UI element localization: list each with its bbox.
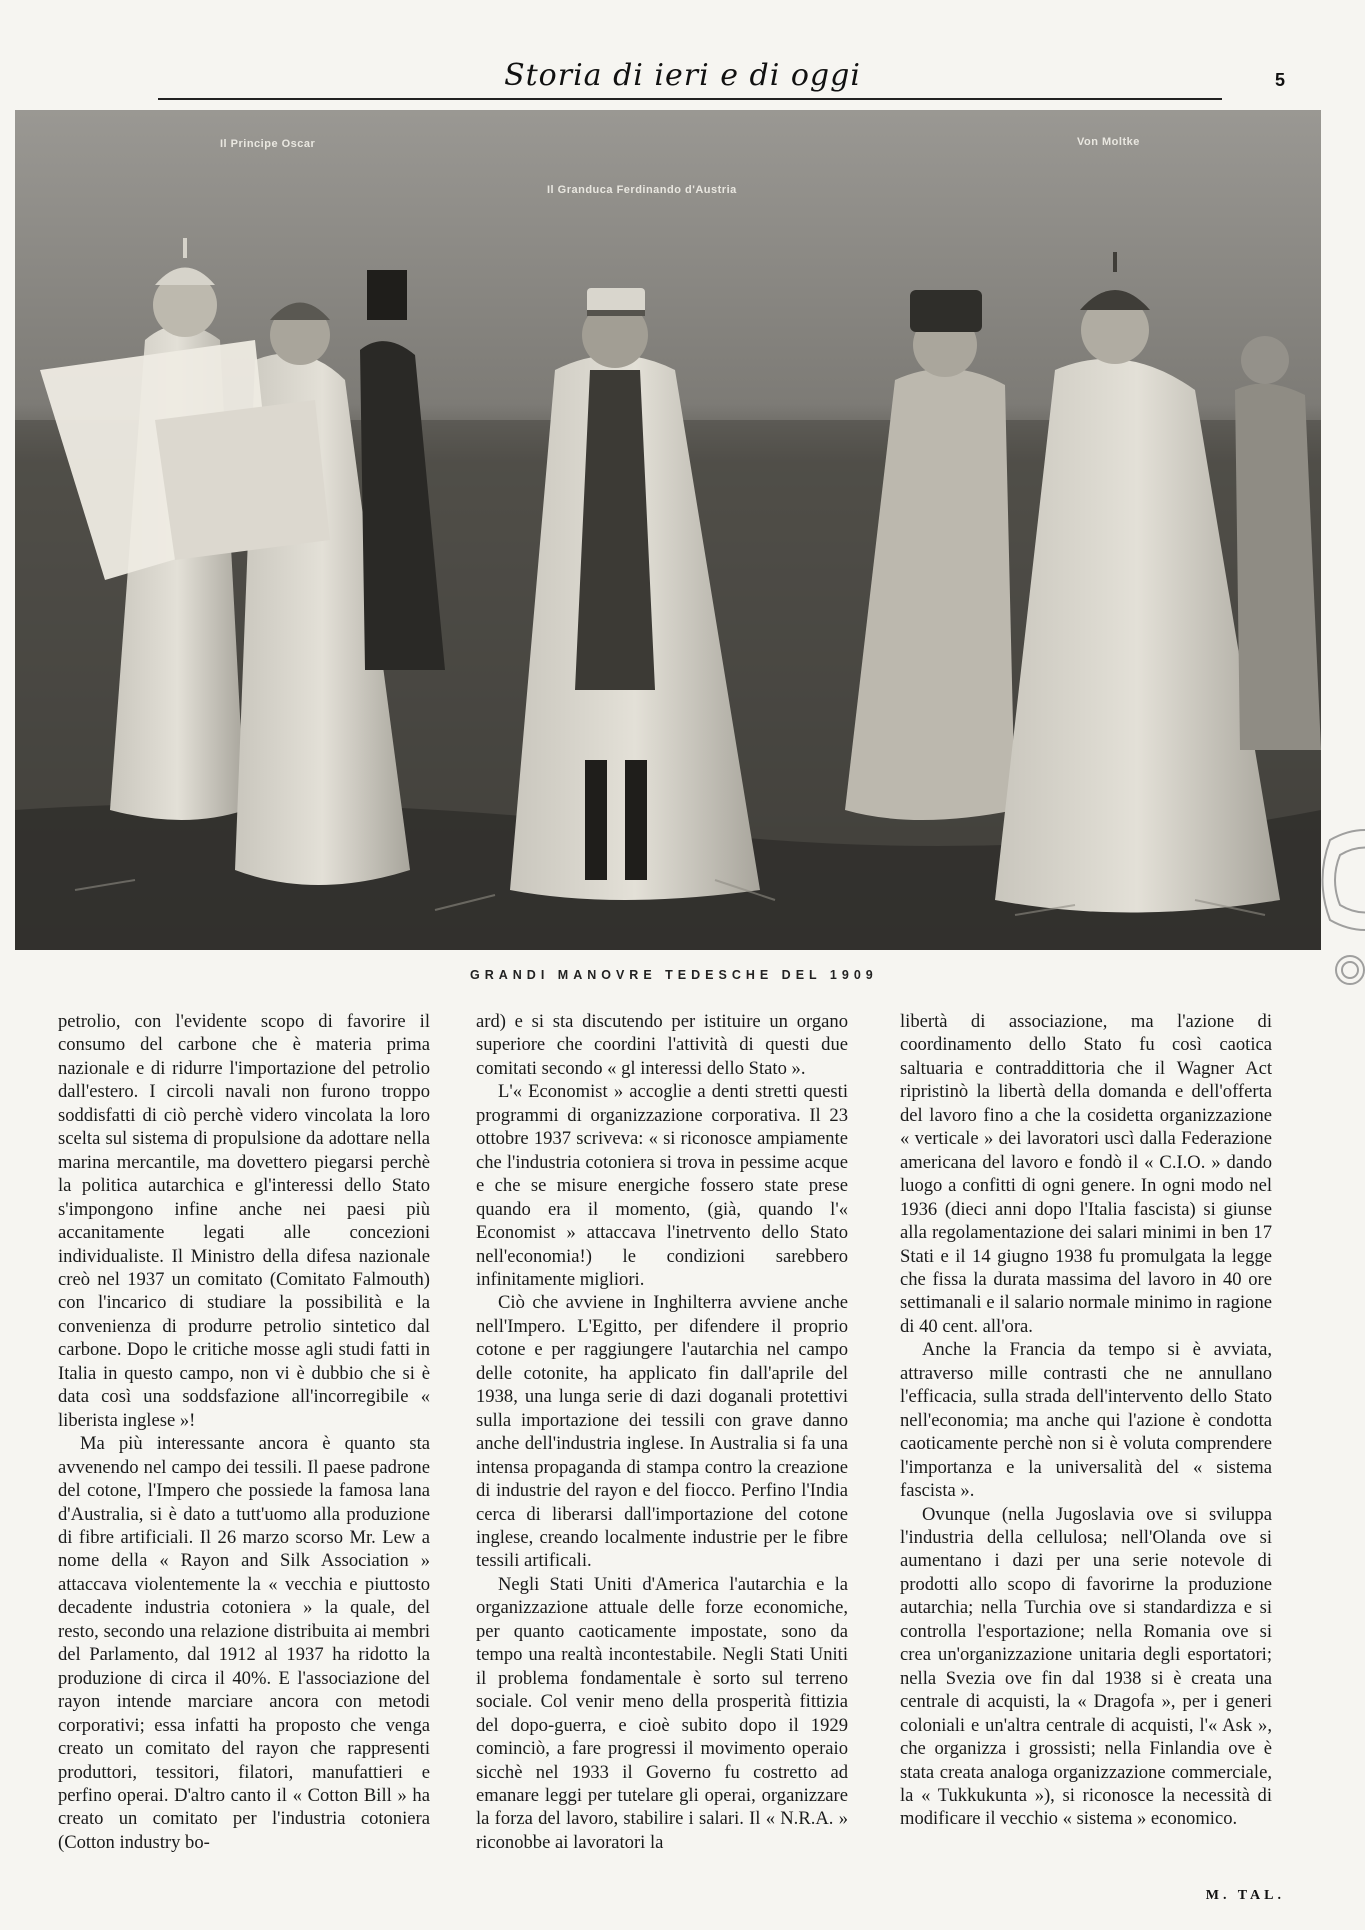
paragraph: Ciò che avviene in Inghilterra avviene anche nell'Impero. L'Egitto, per difendere il proprio cotone e per raggiungere l'autarchia nel campo delle cotonite, ha applicato fin dall'aprile del 1938, una lunga serie di dazi doganali protettivi sulla importazione dei tessili con grave danno anche dell'industria inglese. In Australia si fa una intensa propaganda di stampa contro la creazione di industrie del rayon e del fiocco. Perfino l'India cerca di liberarsi dall'importazione del cotone inglese, creando localmente industrie per le fibre tessili artificali. bbox=[476, 1292, 848, 1572]
paragraph: Negli Stati Uniti d'America l'autarchia e la organizzazione attuale delle forze economiche, per quanto caoticamente impostate, sono da tempo una realtà incontestabile. Negli Stati Uniti il problema fondamentale è sorto sul terreno sociale. Col venir meno della prosperità fittizia del dopo-guerra, e cioè subito dopo il 1929 cominciò, a fare progressi il movimento operaio sicchè nel 1933 il Governo fu costretto ad emanare leggi per tutelare gli operai, organizzare la forza del lavoro, stabilire i salari. Il « N.R.A. » riconobbe ai lavoratori la bbox=[476, 1573, 848, 1853]
column-3 bbox=[900, 1010, 1272, 1831]
paragraph: Ma più interessante ancora è quanto sta avvenendo nel campo dei tessili. Il paese padrone del cotone, l'Impero che possiede la famosa lana d'Australia, si è dato a tutt'uomo alla produzione di fibre artificiali. Il 26 marzo scorso Mr. Lew a nome della « Rayon and Silk Association » attaccava violentemente la « vecchia e piuttosto decadente industria cotoniera » la quale, del resto, secondo una relazione distribuita ai membri del Parlamento, dal 1912 al 1937 ha ridotto la produzione di circa il 40%. E l'associazione del rayon intende marciare ancora con metodi corporativi; essa infatti ha proposto che venga creato un comitato del rayon che rappresenti produttori, tessitori, filatori, manufattieri e perfino operai. D'altro canto il « Cotton Bill » ha creato un comitato per l'industria cotoniera (Cotton industry bo- bbox=[58, 1433, 430, 1853]
label-von-moltke: Von Moltke bbox=[1077, 136, 1140, 148]
magazine-title: Storia di ieri e di oggi bbox=[504, 58, 861, 93]
photo-illustration bbox=[15, 110, 1321, 950]
paragraph: L'« Economist » accoglie a denti stretti questi programmi di organizzazione corporativa. Il 23 ottobre 1937 scriveva: « si riconosce ampiamente che l'industria cotoniera si trova in pessime acque e che se misure energiche fossero state prese quando era il momento, (già, quando l'« Economist » attaccava l'inetrvento dello Stato nell'economia!) le condizioni sarebbero infinitamente migliori. bbox=[476, 1081, 848, 1290]
header-rule bbox=[158, 98, 1222, 100]
paragraph: libertà di associazione, ma l'azione di coordinamento dello Stato fu così caotica saltuaria e contraddittoria che il Wagner Act ripristinò la libertà della domanda e dell'offerta del lavoro fino a che la cosidetta organizzazione « verticale » dei lavoratori uscì dalla Federazione americana del lavoro e fondò il « C.I.O. » dando luogo a confitti di ogni genere. In ogni modo nel 1936 (dieci anni dopo l'Italia fascista) si giunse alla regolamentazione dei salari minimi in ben 17 Stati e il 14 giugno 1938 fu promulgata la legge che fissa la durata massima del lavoro in 40 ore settimanali e il salario normale minimo in ragione di 40 cent. all'ora. bbox=[900, 1011, 1272, 1337]
page-number: 5 bbox=[1274, 70, 1285, 90]
library-stamp bbox=[1310, 820, 1365, 990]
article-body bbox=[58, 1010, 1278, 1890]
label-granduca: Il Granduca Ferdinando d'Austria bbox=[547, 184, 737, 196]
column-2 bbox=[476, 1010, 848, 1854]
author-signature: M. TAL. bbox=[1205, 1888, 1285, 1903]
photo-caption: GRANDI MANOVRE TEDESCHE DEL 1909 bbox=[470, 968, 878, 982]
paragraph: Ovunque (nella Jugoslavia ove si sviluppa l'industria della cellulosa; nell'Olanda ove si aumentano i dazi per una serie notevole di prodotti allo scopo di favorirne la produzione autarchia; nella Turchia ove si standardizza e si controlla l'esportazione; nella Romania ove si crea un'organizzazione unitaria degli esportatori; nella Svezia ove fin dal 1938 si è creata una centrale di acquisti, la « Dragofa », per i generi coloniali e un'altra centrale di acquisti, l'« Ask », che organizza i grossisti; nella Finlandia ove è stata creata analoga organizzazione commerciale, la « Tukkukunta »), si riconosce la necessità di modificare il vecchio « sistema » economico. bbox=[900, 1503, 1272, 1830]
column-1 bbox=[58, 1010, 430, 1854]
historical-photo bbox=[15, 110, 1321, 950]
masthead bbox=[0, 56, 1365, 96]
label-principe-oscar: Il Principe Oscar bbox=[220, 138, 316, 150]
paragraph: Anche la Francia da tempo si è avviata, attraverso mille contrasti che ne annullano l'efficacia, sulla strada dell'intervento dello Stato nell'economia; ma anche qui l'azione è condotta caoticamente perchè non si è voluta comprendere l'importanza e la universalità del « sistema fascista ». bbox=[900, 1339, 1272, 1502]
paragraph: petrolio, con l'evidente scopo di favorire il consumo del carbone che è materia prima nazionale e di ridurre l'importazione del petrolio dall'estero. I circoli navali non furono troppo soddisfatti di ciò perchè videro vincolata la loro scelta sul sistema di propulsione da adottare nella marina mercantile, ma dovettero piegarsi perchè la politica autarchica e gl'interessi dello Stato s'impongono infine anche nei paesi più accanitamente legati alle concezioni individualiste. Il Ministro della difesa nazionale creò nel 1937 un comitato (Comitato Falmouth) con l'incarico di studiare la possibilità e la convenienza di produrre petrolio sintetico dal carbone. Dopo le critiche mosse agli studi fatti in Italia in questo campo, non vi è dubbio che si è data così una soddsfazione all'incorregibile « liberista inglese »! bbox=[58, 1011, 430, 1431]
paragraph: ard) e si sta discutendo per istituire un organo superiore che coordini l'attività di questi due comitati secondo « gl interessi dello Stato ». bbox=[476, 1011, 848, 1079]
